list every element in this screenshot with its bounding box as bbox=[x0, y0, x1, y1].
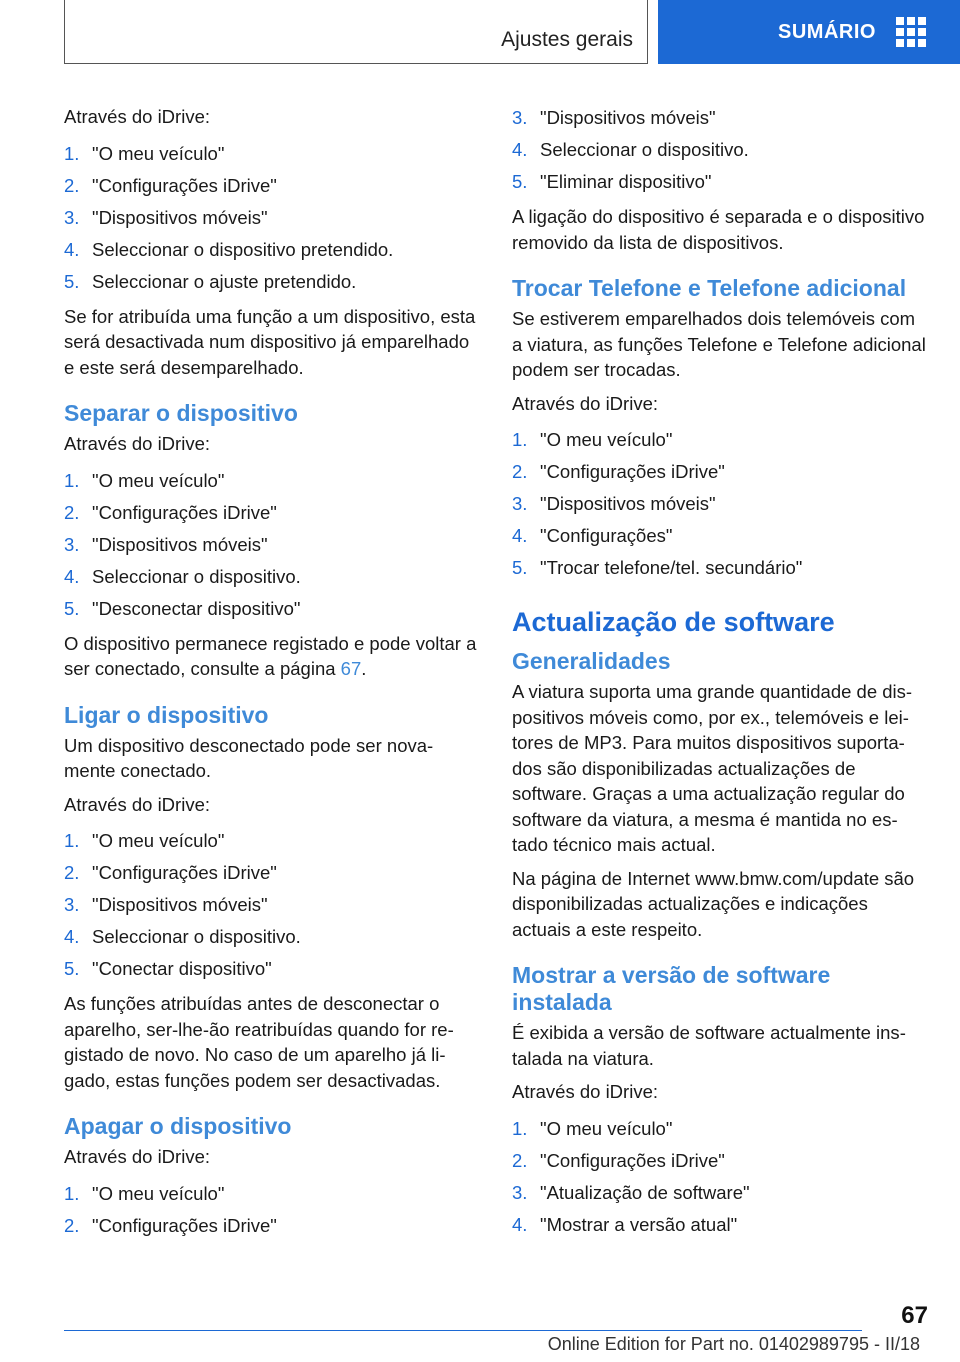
list-item-number: 2. bbox=[512, 461, 528, 482]
list-item-number: 5. bbox=[512, 171, 528, 192]
list-item-text: "Configurações iDrive" bbox=[92, 174, 277, 196]
list-item bbox=[512, 166, 926, 198]
heading-actualizacao: Actualização de software bbox=[512, 607, 835, 637]
list-item-text: Seleccionar o ajuste pretendido. bbox=[92, 270, 357, 292]
list-item bbox=[512, 1113, 926, 1145]
sumario-label: SUMÁRIO bbox=[778, 20, 876, 43]
list-item-number: 4. bbox=[64, 565, 80, 587]
list-item bbox=[64, 170, 478, 202]
list-item-number: 1. bbox=[64, 142, 80, 164]
list-item bbox=[64, 889, 478, 921]
list-item bbox=[64, 234, 478, 266]
list-item-text: "Desconectar dispositivo" bbox=[92, 597, 301, 619]
intro-text: Através do iDrive: bbox=[512, 392, 658, 414]
left-column bbox=[64, 104, 478, 1248]
list-item-number: 3. bbox=[512, 1181, 528, 1203]
paragraph bbox=[64, 631, 478, 682]
list-item bbox=[512, 1209, 926, 1241]
intro-text: Através do iDrive: bbox=[64, 433, 210, 454]
paragraph: As funções atribuídas antes de desconectar o aparelho, ser-lhe-ão reatribuídas quando for registado de novo. No caso de um aparelho já ligado, estas funções podem ser desactivadas. bbox=[64, 993, 454, 1091]
list-item bbox=[512, 520, 926, 552]
list-item bbox=[64, 529, 478, 561]
list-item-number: 1. bbox=[64, 830, 80, 851]
list-item-text: "Mostrar a versão atual" bbox=[540, 1213, 738, 1235]
list-item-number: 5. bbox=[64, 270, 80, 292]
list-item bbox=[64, 593, 478, 625]
list-item bbox=[64, 202, 478, 234]
heading-generalidades: Generalidades bbox=[512, 648, 671, 674]
list-item-number: 2. bbox=[64, 862, 80, 883]
list-item-text: Seleccionar o dispositivo. bbox=[92, 926, 301, 947]
header-box bbox=[64, 0, 648, 64]
list-item-text: Seleccionar o dispositivo pretendido. bbox=[92, 238, 394, 260]
list-item-text: "Dispositivos móveis" bbox=[540, 107, 716, 128]
list-item-number: 3. bbox=[64, 894, 80, 915]
right-column bbox=[512, 104, 926, 1247]
list-item-number: 2. bbox=[512, 1149, 528, 1171]
footer-divider bbox=[64, 1330, 862, 1331]
paragraph: É exibida a versão de software actualmente instalada na viatura. bbox=[512, 1022, 906, 1069]
list-item-number: 4. bbox=[64, 238, 80, 260]
list-item-number: 1. bbox=[512, 429, 528, 450]
heading-separar: Separar o dispositivo bbox=[64, 400, 298, 426]
list-item bbox=[64, 266, 478, 298]
paragraph: A ligação do dispositivo é separada e o dispositivo removido da lista de dispositivos. bbox=[512, 206, 925, 253]
paragraph-text: O dispositivo permanece registado e pode voltar a ser conectado, consulte a página bbox=[64, 632, 477, 679]
list-item-text: "Configurações iDrive" bbox=[92, 501, 277, 523]
paragraph: Se for atribuída uma função a um dispositivo, esta será desactivada num dispositivo já emparelhado e este será desemparelhado. bbox=[64, 305, 476, 378]
list-item-number: 3. bbox=[512, 493, 528, 514]
paragraph: Se estiverem emparelhados dois telemóveis com a viatura, as funções Telefone e Telefone adicional podem ser trocadas. bbox=[512, 308, 926, 380]
heading-apagar: Apagar o dispositivo bbox=[64, 1113, 292, 1139]
intro-text: Através do iDrive: bbox=[64, 106, 210, 127]
heading-trocar: Trocar Telefone e Telefone adicional bbox=[512, 275, 907, 301]
list-item-text: "Configurações iDrive" bbox=[540, 1149, 725, 1171]
list-item bbox=[64, 921, 478, 953]
list-item-text: Seleccionar o dispositivo. bbox=[92, 565, 301, 587]
list-item-text: "Dispositivos móveis" bbox=[92, 533, 268, 555]
list-item-text: "Atualização de software" bbox=[540, 1181, 750, 1203]
list-item bbox=[512, 134, 926, 166]
paragraph-end: . bbox=[361, 658, 367, 679]
list-item-number: 1. bbox=[512, 1117, 528, 1139]
paragraph: Na página de Internet www.bmw.com/update são disponibilizadas actualizações e indicações actuais a este respeito. bbox=[512, 867, 915, 940]
list-item bbox=[512, 102, 926, 134]
list-item-text: "O meu veículo" bbox=[92, 1182, 225, 1204]
list-item-number: 4. bbox=[512, 525, 528, 546]
list-item bbox=[512, 456, 926, 488]
list-item-text: "Trocar telefone/tel. secundário" bbox=[540, 557, 803, 578]
steps-list bbox=[64, 465, 478, 625]
intro-text: Através do iDrive: bbox=[512, 1081, 658, 1102]
steps-list bbox=[64, 1178, 478, 1242]
list-item bbox=[64, 1178, 478, 1210]
list-item bbox=[64, 825, 478, 857]
list-item bbox=[64, 857, 478, 889]
list-item bbox=[512, 488, 926, 520]
list-item-text: "Configurações" bbox=[540, 525, 673, 546]
page-section-title: Ajustes gerais bbox=[501, 28, 633, 51]
list-item-text: "O meu veículo" bbox=[540, 1117, 673, 1139]
list-item bbox=[512, 552, 926, 584]
list-item-number: 5. bbox=[512, 557, 528, 578]
list-item-number: 2. bbox=[64, 1214, 80, 1236]
list-item bbox=[64, 1210, 478, 1242]
steps-list bbox=[512, 424, 926, 584]
list-item-text: "Configurações iDrive" bbox=[92, 1214, 277, 1236]
paragraph: Um dispositivo desconectado pode ser novamente conectado. bbox=[64, 734, 434, 781]
list-item-number: 4. bbox=[512, 139, 528, 160]
sumario-button[interactable] bbox=[658, 0, 960, 64]
list-item-number: 1. bbox=[64, 469, 80, 491]
list-item-text: "O meu veículo" bbox=[540, 429, 673, 450]
steps-list bbox=[512, 1113, 926, 1241]
list-item-number: 4. bbox=[512, 1213, 528, 1235]
footer-edition: Online Edition for Part no. 01402989795 - II/18 bbox=[547, 1334, 920, 1354]
list-item-text: "O meu veículo" bbox=[92, 142, 225, 164]
page-number: 67 bbox=[901, 1302, 928, 1329]
list-item-text: "Configurações iDrive" bbox=[92, 862, 277, 883]
list-item-text: "Conectar dispositivo" bbox=[92, 958, 272, 979]
list-item-number: 5. bbox=[64, 597, 80, 619]
list-item-text: "Dispositivos móveis" bbox=[540, 493, 716, 514]
page-link[interactable]: 67 bbox=[340, 658, 362, 679]
heading-mostrar: Mostrar a versão de software instalada bbox=[512, 962, 831, 1015]
list-item bbox=[64, 953, 478, 985]
list-item bbox=[512, 1177, 926, 1209]
list-item bbox=[64, 497, 478, 529]
list-item-number: 2. bbox=[64, 174, 80, 196]
list-item-number: 1. bbox=[64, 1182, 80, 1204]
grid-icon bbox=[896, 17, 926, 47]
heading-ligar: Ligar o dispositivo bbox=[64, 701, 269, 728]
list-item-number: 3. bbox=[64, 206, 80, 228]
list-item-text: Seleccionar o dispositivo. bbox=[540, 139, 749, 160]
list-item bbox=[64, 138, 478, 170]
list-item-number: 2. bbox=[64, 501, 80, 523]
list-item-number: 4. bbox=[64, 926, 80, 947]
list-item-text: "Eliminar dispositivo" bbox=[540, 171, 712, 192]
intro-text: Através do iDrive: bbox=[64, 1146, 210, 1167]
list-item-number: 3. bbox=[64, 533, 80, 555]
list-item-text: "Dispositivos móveis" bbox=[92, 894, 268, 915]
list-item-number: 3. bbox=[512, 107, 528, 128]
list-item-text: "Dispositivos móveis" bbox=[92, 206, 268, 228]
steps-list bbox=[64, 825, 478, 985]
paragraph: A viatura suporta uma grande quantidade de dispositivos móveis como, por ex., telemóveis e leitores de MP3. Para muitos dispositivos suportados são disponibilizadas actualizações de software. Graças a uma actualização regular do software da viatura, a mesma é mantida no estado técnico mais actual. bbox=[512, 681, 913, 855]
list-item bbox=[512, 1145, 926, 1177]
list-item bbox=[64, 465, 478, 497]
list-item bbox=[512, 424, 926, 456]
list-item-text: "O meu veículo" bbox=[92, 469, 225, 491]
steps-list bbox=[512, 102, 926, 198]
list-item-text: "O meu veículo" bbox=[92, 830, 225, 851]
steps-list bbox=[64, 138, 478, 298]
list-item-text: "Configurações iDrive" bbox=[540, 461, 725, 482]
list-item-number: 5. bbox=[64, 958, 80, 979]
list-item bbox=[64, 561, 478, 593]
intro-text: Através do iDrive: bbox=[64, 793, 210, 815]
